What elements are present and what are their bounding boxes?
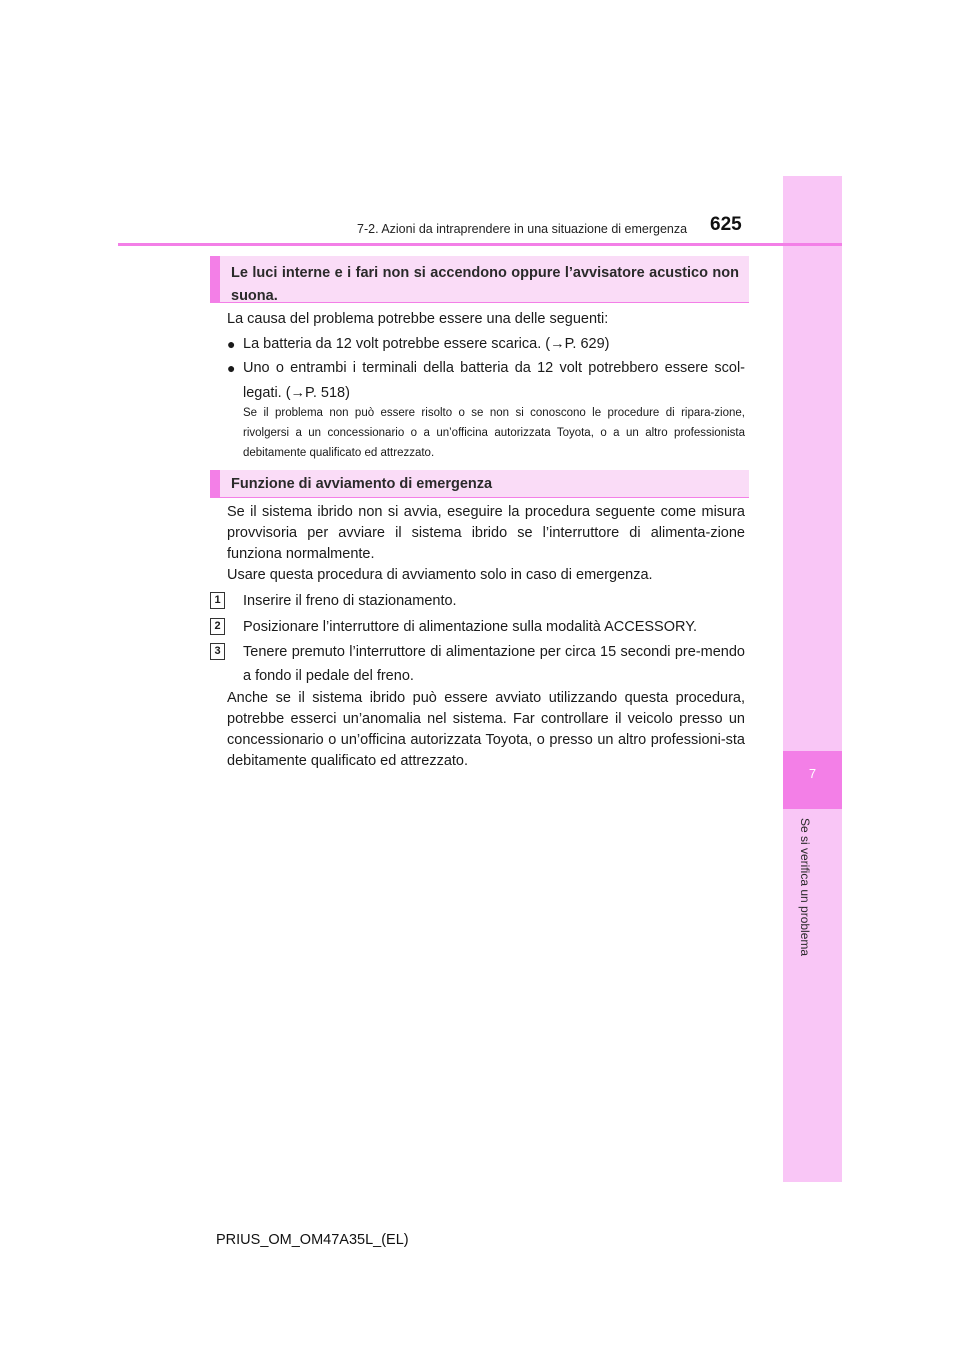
chapter-label: Se si verifica un problema — [798, 818, 812, 957]
step-number: 2 — [210, 618, 225, 635]
bullet-dot-icon: ● — [227, 336, 236, 352]
section2-intro2: Usare questa procedura di avviamento solo in caso di emergenza. — [227, 567, 653, 583]
document-code: PRIUS_OM_OM47A35L_(EL) — [216, 1232, 409, 1248]
section-heading-emergency-start: Funzione di avviamento di emergenza — [210, 470, 749, 498]
section1-note: Se il problema non può essere risolto o se non si conoscono le procedure di ripara-zione, rivolgersi a un concessionario o a un’officina autorizzata Toyota, o a un altro professionista debitamente qualificato ed attrezzato. — [243, 407, 745, 459]
section2-closing: Anche se il sistema ibrido può essere avviato utilizzando questa procedura, potrebbe esserci un’anomalia nel sistema. Far controllare il veicolo presso un concessionario o un’officina autorizzata Toyota, o presso un altro professioni-sta debitamente qualificato ed attrezzato. — [227, 690, 745, 769]
page-number: 625 — [710, 214, 742, 235]
bullet-dot-icon: ● — [227, 360, 236, 376]
step-number: 3 — [210, 643, 225, 660]
section2-intro: Se il sistema ibrido non si avvia, eseguire la procedura seguente come misura provvisoria per avviare il sistema ibrido se l’interruttore di alimenta-zione funziona normalmente. — [227, 504, 745, 562]
section-reference: 7-2. Azioni da intraprendere in una situazione di emergenza — [357, 222, 688, 236]
section1-intro: La causa del problema potrebbe essere una delle seguenti: — [227, 311, 609, 327]
header-divider — [118, 243, 842, 246]
chapter-number: 7 — [808, 766, 817, 781]
chapter-side-tab — [783, 176, 842, 1182]
step-number: 1 — [210, 592, 225, 609]
section-heading-lights: Le luci interne e i fari non si accendono oppure l’avvisatore acustico non suona. — [210, 256, 749, 303]
